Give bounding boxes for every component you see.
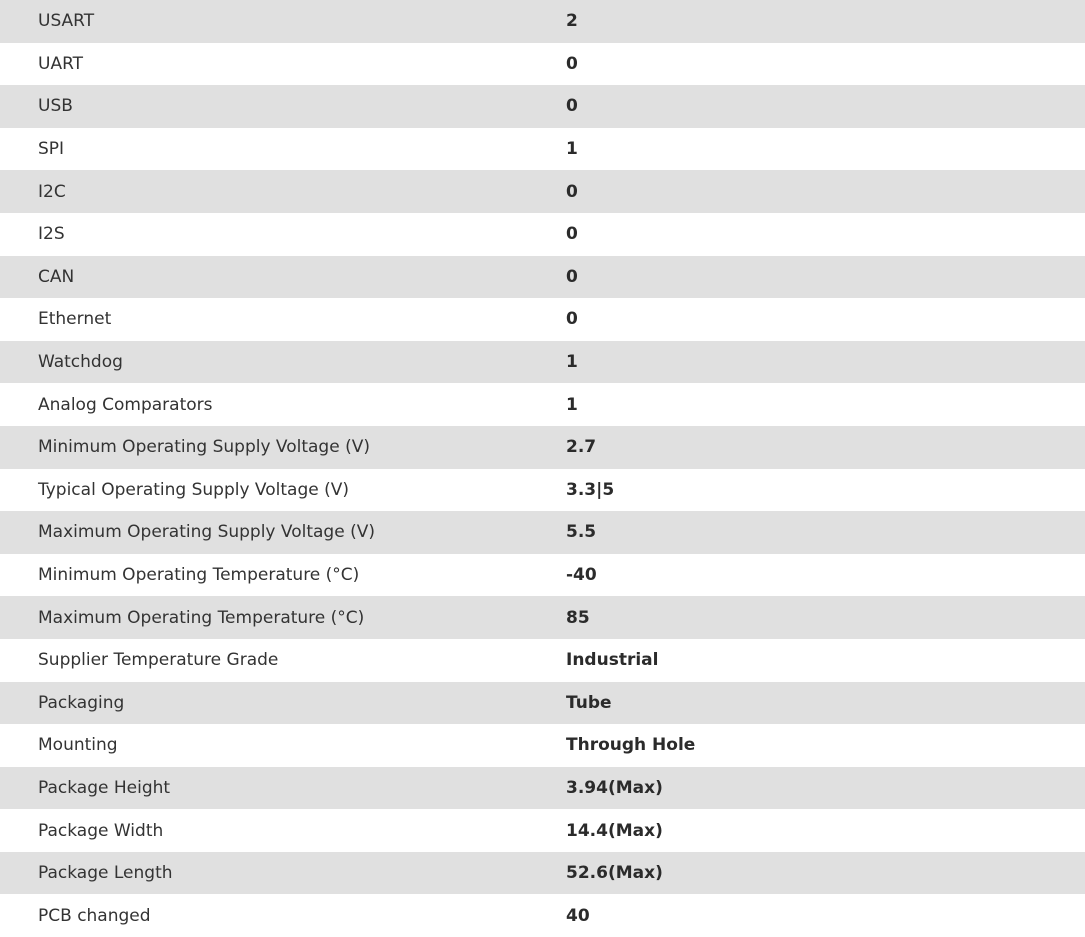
- spec-value: 0: [566, 309, 578, 330]
- spec-row: [0, 170, 1085, 213]
- spec-value: 3.94(Max): [566, 777, 663, 798]
- spec-value: 40: [566, 905, 590, 926]
- spec-label: Mounting: [38, 735, 118, 756]
- spec-value: 0: [566, 96, 578, 117]
- spec-value: 2.7: [566, 437, 597, 458]
- spec-row: [0, 554, 1085, 597]
- spec-label: I2S: [38, 224, 65, 245]
- spec-value: Tube: [566, 692, 612, 713]
- spec-label: Minimum Operating Temperature (°C): [38, 565, 360, 586]
- spec-row: [0, 511, 1085, 554]
- spec-label: Maximum Operating Supply Voltage (V): [38, 522, 375, 543]
- spec-label: PCB changed: [38, 905, 151, 926]
- spec-label: Analog Comparators: [38, 394, 213, 415]
- spec-value: 0: [566, 224, 578, 245]
- spec-value: 0: [566, 181, 578, 202]
- spec-row: [0, 767, 1085, 810]
- spec-row: [0, 894, 1085, 937]
- spec-row: [0, 426, 1085, 469]
- spec-row: [0, 724, 1085, 767]
- spec-row: [0, 341, 1085, 384]
- spec-label: Ethernet: [38, 309, 112, 330]
- spec-row: [0, 298, 1085, 341]
- spec-value: -40: [566, 565, 597, 586]
- spec-value: 2: [566, 11, 578, 32]
- spec-row: [0, 809, 1085, 852]
- spec-label: Package Width: [38, 820, 164, 841]
- spec-label: Package Length: [38, 863, 173, 884]
- spec-row: [0, 639, 1085, 682]
- spec-row: [0, 213, 1085, 256]
- spec-value: 1: [566, 352, 578, 373]
- spec-row: [0, 0, 1085, 43]
- spec-label: Supplier Temperature Grade: [38, 650, 279, 671]
- spec-value: 1: [566, 139, 578, 160]
- spec-row: [0, 682, 1085, 725]
- spec-label: SPI: [38, 139, 65, 160]
- spec-row: [0, 85, 1085, 128]
- spec-label: Packaging: [38, 692, 125, 713]
- spec-value: 3.3|5: [566, 479, 615, 500]
- spec-value: 85: [566, 607, 590, 628]
- spec-label: Typical Operating Supply Voltage (V): [38, 479, 349, 500]
- spec-label: Package Height: [38, 777, 171, 798]
- spec-value: Industrial: [566, 650, 659, 671]
- spec-row: [0, 383, 1085, 426]
- spec-value: 1: [566, 394, 578, 415]
- spec-row: [0, 256, 1085, 299]
- spec-label: I2C: [38, 181, 66, 202]
- spec-value: 0: [566, 53, 578, 74]
- spec-value: 14.4(Max): [566, 820, 663, 841]
- spec-label: Maximum Operating Temperature (°C): [38, 607, 365, 628]
- spec-label: UART: [38, 53, 84, 74]
- spec-value: Through Hole: [566, 735, 696, 756]
- spec-value: 5.5: [566, 522, 597, 543]
- spec-row: [0, 43, 1085, 86]
- spec-label: Minimum Operating Supply Voltage (V): [38, 437, 370, 458]
- spec-label: CAN: [38, 266, 75, 287]
- spec-row: [0, 128, 1085, 171]
- spec-label: Watchdog: [38, 352, 123, 373]
- spec-label: USB: [38, 96, 73, 117]
- spec-row: [0, 596, 1085, 639]
- spec-label: USART: [38, 11, 95, 32]
- spec-value: 52.6(Max): [566, 863, 663, 884]
- spec-row: [0, 469, 1085, 512]
- spec-row: [0, 852, 1085, 895]
- spec-value: 0: [566, 266, 578, 287]
